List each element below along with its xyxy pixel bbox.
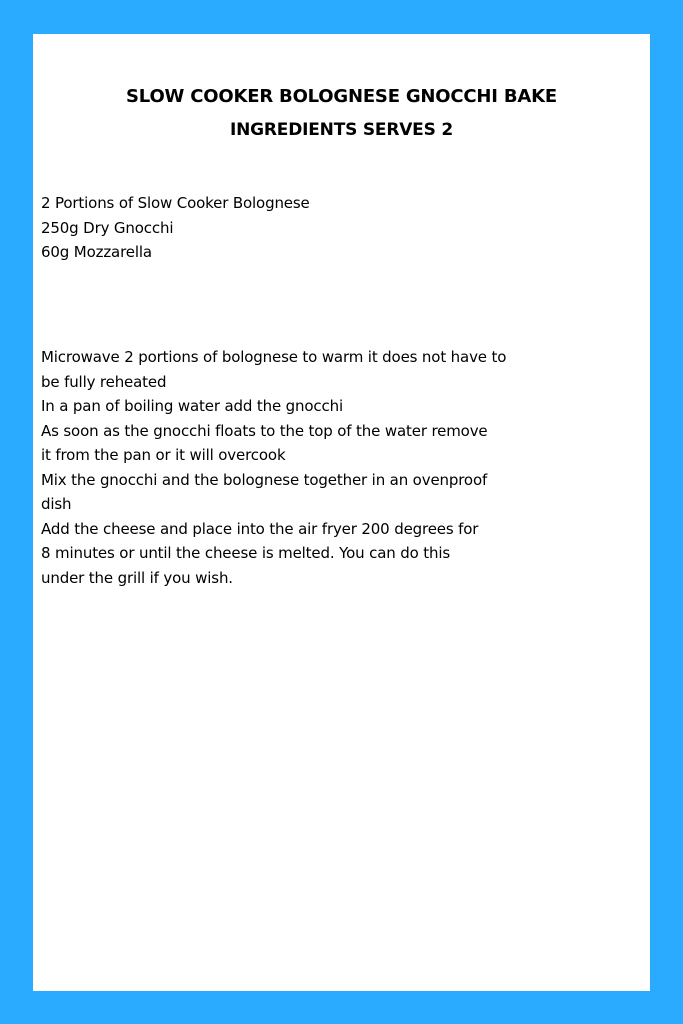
- method-text: [41, 345, 601, 590]
- method-line: be fully reheated: [41, 372, 167, 391]
- ingredient-item: 250g Dry Gnocchi: [41, 218, 174, 237]
- method-line: it from the pan or it will overcook: [41, 446, 286, 464]
- method-line: Add the cheese and place into the air fryer 200 degrees for: [41, 519, 479, 538]
- method-line: As soon as the gnocchi floats to the top of the water remove: [41, 421, 488, 440]
- method-line: under the grill if you wish.: [41, 568, 233, 587]
- recipe-title: SLOW COOKER BOLOGNESE GNOCCHI BAKE: [126, 86, 557, 107]
- ingredients-list: [41, 191, 601, 265]
- method-line: 8 minutes or until the cheese is melted. You can do this: [41, 544, 451, 562]
- method-line: Microwave 2 portions of bolognese to warm it does not have to: [41, 348, 507, 366]
- ingredients-heading: INGREDIENTS SERVES 2: [230, 120, 453, 140]
- ingredient-item: 60g Mozzarella: [41, 243, 152, 261]
- method-line: Mix the gnocchi and the bolognese together in an ovenproof: [41, 470, 488, 489]
- recipe-card: [33, 34, 650, 991]
- method-line: dish: [41, 495, 72, 513]
- method-line: In a pan of boiling water add the gnocchi: [41, 397, 343, 415]
- ingredient-item: 2 Portions of Slow Cooker Bolognese: [41, 194, 310, 212]
